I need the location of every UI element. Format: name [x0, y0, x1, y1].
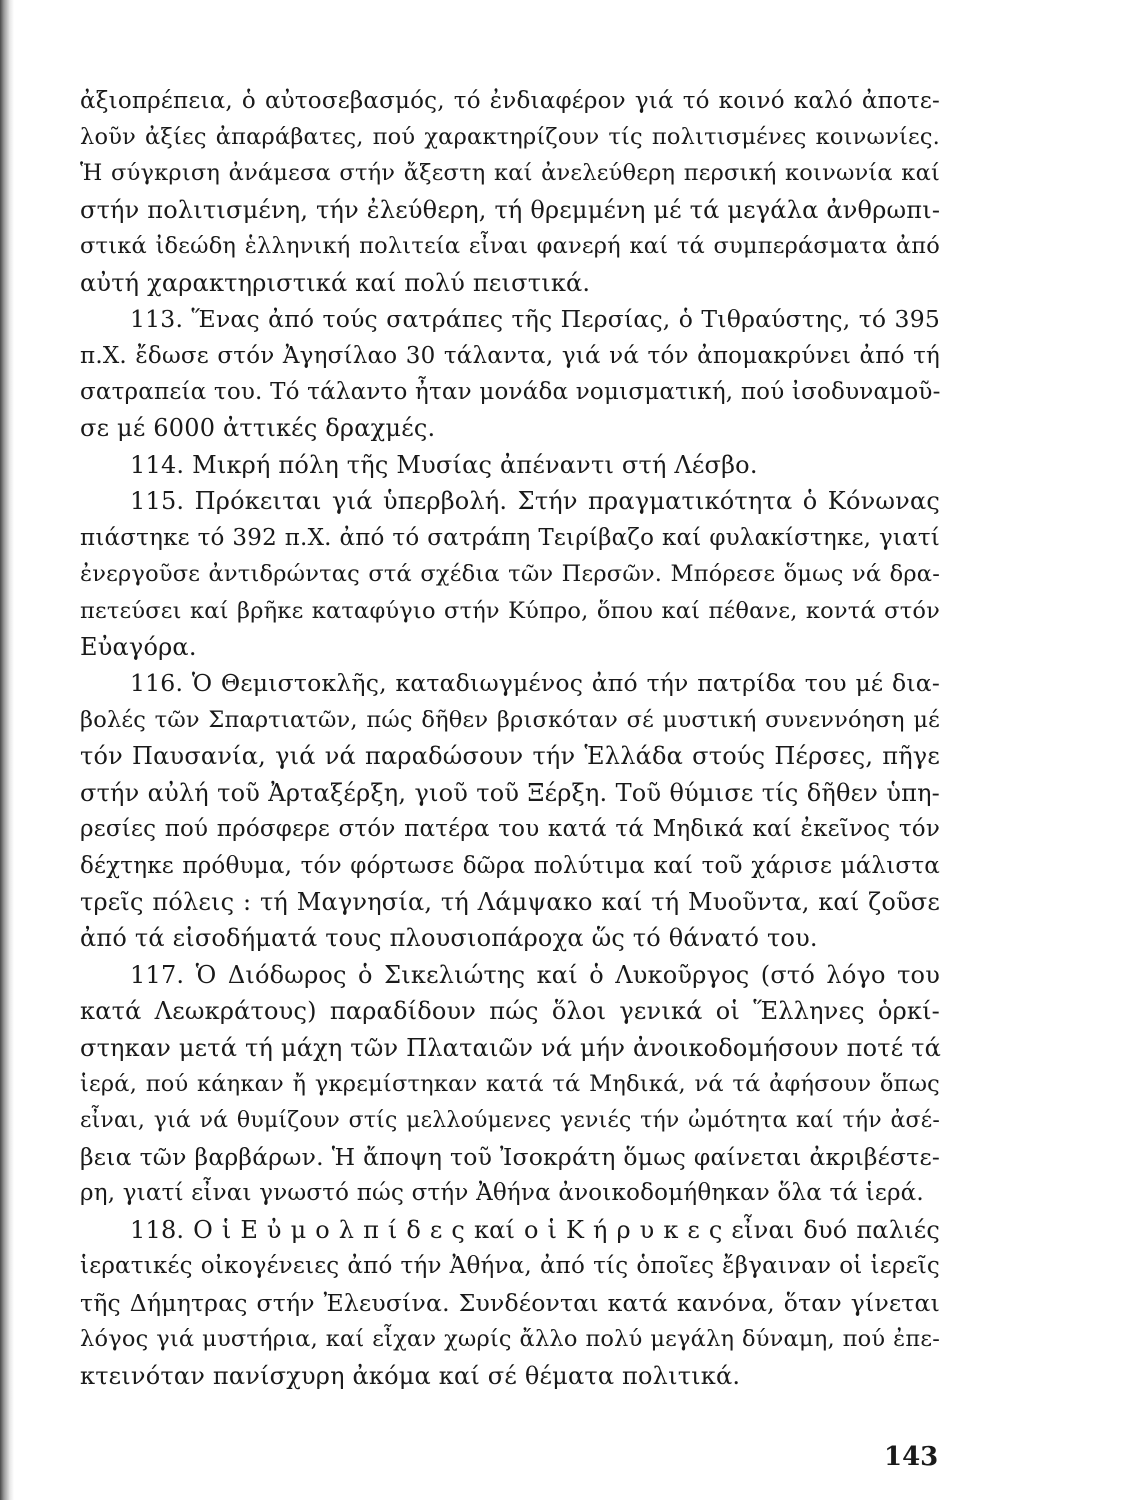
- text-line: στήν αὐλή τοῦ Ἀρταξέρξη, γιοῦ τοῦ Ξέρξη. Τοῦ θύμισε τίς δῆθεν ὑπη-: [80, 779, 940, 807]
- text-line: τόν Παυσανία, γιά νά παραδώσουν τήν Ἑλλάδα στούς Πέρσες, πῆγε: [80, 742, 940, 770]
- text-line: ἀξιοπρέπεια, ὁ αὐτοσεβασμός, τό ἐνδιαφέρον γιά τό κοινό καλό ἀποτε-: [80, 88, 940, 114]
- text-line: τῆς Δήμητρας στήν Ἐλευσίνα. Συνδέονται κατά κανόνα, ὅταν γίνεται: [80, 1289, 940, 1317]
- text-line: ἀπό τά εἰσοδήματά τους πλουσιοπάροχα ὥς τό θάνατό του.: [80, 924, 818, 952]
- text-line: κατά Λεωκράτους) παραδίδουν πώς ὅλοι γενικά οἱ Ἕλληνες ὁρκί-: [80, 997, 940, 1025]
- note-118-first-line: 118. Ο ἱ Ε ὐ μ ο λ π ί δ ε ς καί ο ἱ Κ ή ρ υ κ ε ς εἶναι δυό παλιές: [130, 1216, 940, 1244]
- text-line: ρεσίες πού πρόσφερε στόν πατέρα του κατά τά Μηδικά καί ἐκεῖνος τόν: [80, 816, 940, 842]
- page-number: 143: [884, 1442, 939, 1472]
- text-line: δέχτηκε πρόθυμα, τόν φόρτωσε δῶρα πολύτιμα καί τοῦ χάρισε μάλιστα: [80, 853, 940, 879]
- text-line: ἐνεργοῦσε ἀντιδρώντας στά σχέδια τῶν Περσῶν. Μπόρεσε ὅμως νά δρα-: [80, 561, 940, 587]
- text-line: πετεύσει καί βρῆκε καταφύγιο στήν Κύπρο, ὅπου καί πέθανε, κοντά στόν: [80, 598, 940, 624]
- text-line: στικά ἰδεώδη ἑλληνική πολιτεία εἶναι φανερή καί τά συμπεράσματα ἀπό: [80, 233, 940, 259]
- text-line: αὐτή χαρακτηριστικά καί πολύ πειστικά.: [80, 269, 591, 297]
- note-117-first-line: 117. Ὁ Διόδωρος ὁ Σικελιώτης καί ὁ Λυκοῦργος (στό λόγο του: [130, 961, 940, 989]
- text-line: τρεῖς πόλεις : τή Μαγνησία, τή Λάμψακο καί τή Μυοῦντα, καί ζοῦσε: [80, 888, 940, 916]
- note-115-first-line: 115. Πρόκειται γιά ὑπερβολή. Στήν πραγματικότητα ὁ Κόνωνας: [130, 487, 940, 515]
- text-line: βολές τῶν Σπαρτιατῶν, πώς δῆθεν βρισκόταν σέ μυστική συνεννόηση μέ: [80, 707, 940, 733]
- text-line: εἶναι, γιά νά θυμίζουν στίς μελλούμενες γενιές τήν ὠμότητα καί τήν ἀσέ-: [80, 1108, 940, 1133]
- text-line: λοῦν ἀξίες ἀπαράβατες, πού χαρακτηρίζουν τίς πολιτισμένες κοινωνίες.: [80, 124, 940, 150]
- text-line: σε μέ 6000 ἀττικές δραχμές.: [80, 414, 436, 442]
- note-114: 114. Μικρή πόλη τῆς Μυσίας ἀπέναντι στή Λέσβο.: [130, 451, 758, 479]
- text-line: Εὐαγόρα.: [80, 633, 197, 661]
- text-line: Ἡ σύγκριση ἀνάμεσα στήν ἄξεστη καί ἀνελεύθερη περσική κοινωνία καί: [80, 160, 940, 186]
- text-line: ρη, γιατί εἶναι γνωστό πώς στήν Ἀθήνα ἀνοικοδομήθηκαν ὅλα τά ἱερά.: [80, 1180, 924, 1206]
- text-line: λόγος γιά μυστήρια, καί εἶχαν χωρίς ἄλλο πολύ μεγάλη δύναμη, πού ἐπε-: [80, 1326, 940, 1352]
- text-line: στήν πολιτισμένη, τήν ἐλεύθερη, τή θρεμμένη μέ τά μεγάλα ἀνθρωπι-: [80, 196, 941, 224]
- text-line: ἱερά, πού κάηκαν ἤ γκρεμίστηκαν κατά τά Μηδικά, νά τά ἀφήσουν ὅπως: [80, 1071, 940, 1097]
- note-113-first-line: 113. Ἕνας ἀπό τούς σατράπες τῆς Περσίας, ὁ Τιθραύστης, τό 395: [130, 305, 940, 333]
- text-line: βεια τῶν βαρβάρων. Ἡ ἄποψη τοῦ Ἰσοκράτη ὅμως φαίνεται ἀκριβέστε-: [80, 1143, 940, 1171]
- text-line: πιάστηκε τό 392 π.Χ. ἀπό τό σατράπη Τειρίβαζο καί φυλακίστηκε, γιατί: [80, 525, 940, 551]
- text-line: ἱερατικές οἰκογένειες ἀπό τήν Ἀθήνα, ἀπό τίς ὁποῖες ἔβγαιναν οἱ ἱερεῖς: [80, 1253, 940, 1279]
- text-line: π.Χ. ἔδωσε στόν Ἀγησίλαο 30 τάλαντα, γιά νά τόν ἀπομακρύνει ἀπό τή: [80, 343, 940, 369]
- note-116-first-line: 116. Ὁ Θεμιστοκλῆς, καταδιωγμένος ἀπό τήν πατρίδα του μέ δια-: [130, 669, 940, 697]
- text-line: σατραπεία του. Τό τάλαντο ἦταν μονάδα νομισματική, πού ἰσοδυναμοῦ-: [80, 379, 941, 405]
- text-line: στηκαν μετά τή μάχη τῶν Πλαταιῶν νά μήν ἀνοικοδομήσουν ποτέ τά: [80, 1034, 942, 1062]
- page-edge-shadow: [0, 0, 14, 1500]
- text-line: κτεινόταν πανίσχυρη ἀκόμα καί σέ θέματα πολιτικά.: [80, 1362, 741, 1390]
